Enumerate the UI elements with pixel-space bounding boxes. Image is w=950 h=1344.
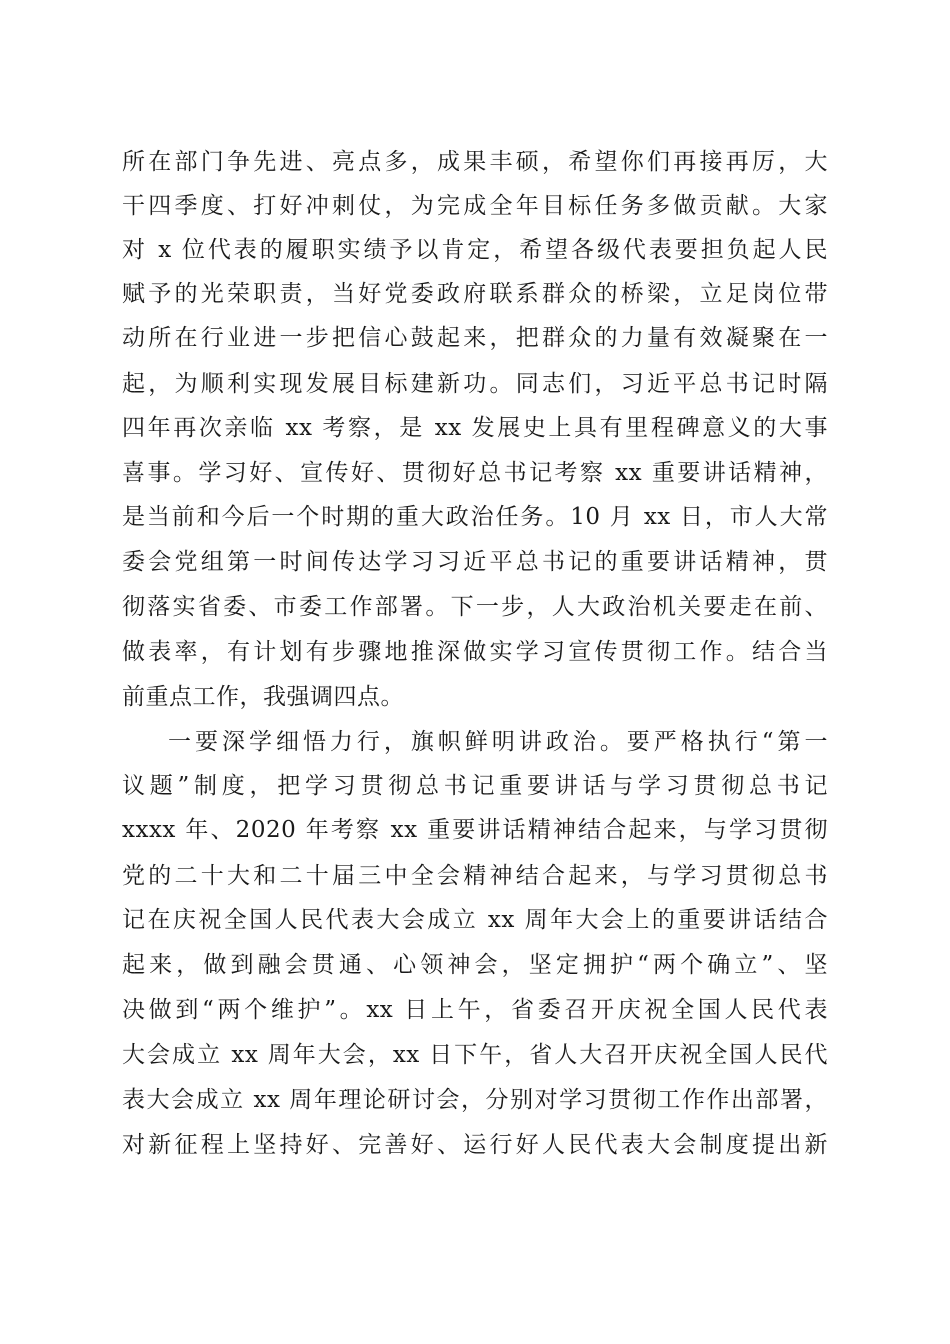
text-line: 对 x 位代表的履职实绩予以肯定，希望各级代表要担负起人民 (122, 237, 828, 263)
text-line: 赋予的光荣职责，当好党委政府联系群众的桥梁，立足岗位带 (122, 281, 828, 307)
text-line: 决做到“两个维护”。xx 日上午，省委召开庆祝全国人民代表 (122, 997, 828, 1023)
text-line: xxxx 年、2020 年考察 xx 重要讲话精神结合起来，与学习贯彻 (122, 817, 828, 843)
text-line: 做表率，有计划有步骤地推深做实学习宣传贯彻工作。结合当 (122, 639, 828, 665)
text-line: 动所在行业进一步把信心鼓起来，把群众的力量有效凝聚在一 (122, 325, 828, 351)
paragraph-first-line: 一要深学细悟力行，旗帜鲜明讲政治。要严格执行“第一 (168, 729, 828, 755)
text-line: 干四季度、打好冲刺仗，为完成全年目标任务多做贡献。大家 (122, 193, 828, 219)
text-line: 委会党组第一时间传达学习习近平总书记的重要讲话精神，贯 (122, 549, 828, 575)
text-line: 所在部门争先进、亮点多，成果丰硕，希望你们再接再厉，大 (122, 149, 828, 175)
text-line: 党的二十大和二十届三中全会精神结合起来，与学习贯彻总书 (122, 863, 828, 889)
text-line: 记在庆祝全国人民代表大会成立 xx 周年大会上的重要讲话结合 (122, 907, 828, 933)
text-line: 喜事。学习好、宣传好、贯彻好总书记考察 xx 重要讲话精神， (122, 460, 828, 486)
text-line: 议题”制度，把学习贯彻总书记重要讲话与学习贯彻总书记 (122, 773, 828, 799)
text-line: 起，为顺利实现发展目标建新功。同志们，习近平总书记时隔 (122, 371, 828, 397)
text-line: 是当前和今后一个时期的重大政治任务。10 月 xx 日，市人大常 (122, 504, 828, 530)
text-line: 表大会成立 xx 周年理论研讨会，分别对学习贯彻工作作出部署， (122, 1087, 828, 1113)
text-line: 四年再次亲临 xx 考察，是 xx 发展史上具有里程碑意义的大事 (122, 415, 828, 441)
text-line: 对新征程上坚持好、完善好、运行好人民代表大会制度提出新 (122, 1132, 828, 1158)
text-line: 大会成立 xx 周年大会，xx 日下午，省人大召开庆祝全国人民代 (122, 1042, 828, 1068)
text-line: 前重点工作，我强调四点。 (122, 684, 404, 710)
text-line: 彻落实省委、市委工作部署。下一步，人大政治机关要走在前、 (122, 594, 828, 620)
text-line: 起来，做到融会贯通、心领神会，坚定拥护“两个确立”、坚 (122, 952, 828, 978)
